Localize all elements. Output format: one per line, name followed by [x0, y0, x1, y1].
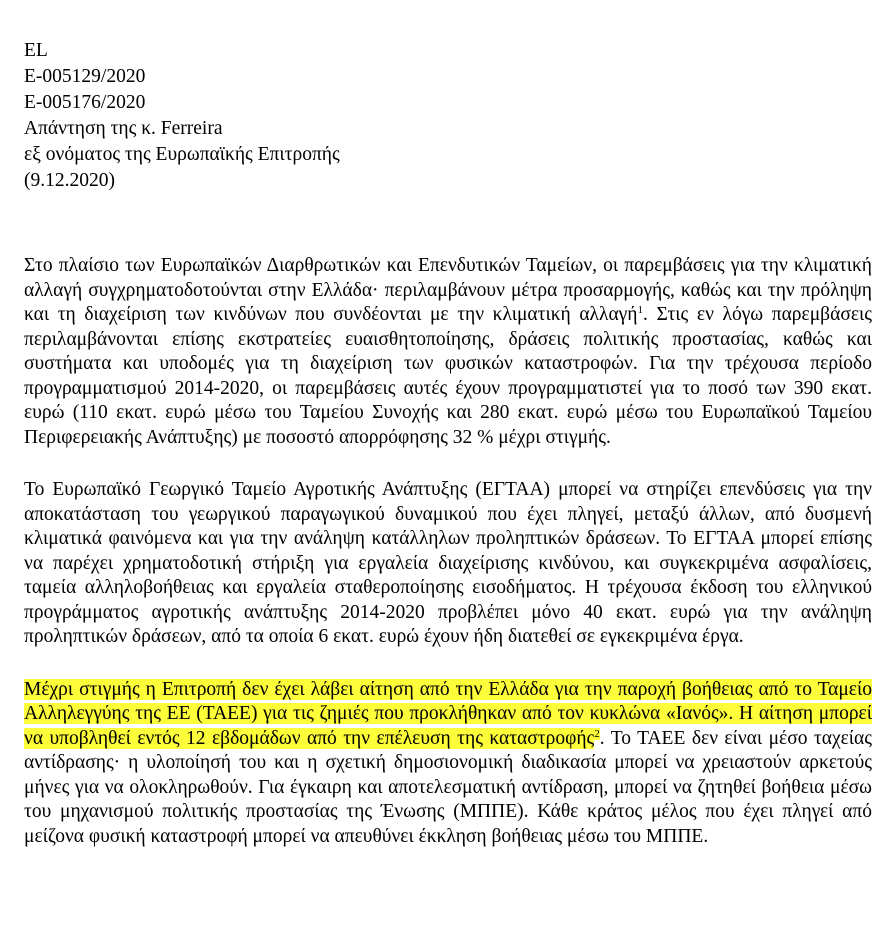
- document-page: [24, 38, 872, 849]
- language-code: EL: [24, 40, 48, 61]
- paragraph-esif: [24, 254, 872, 450]
- highlighted-text: Μέχρι στιγμής η Επιτροπή δεν έχει λάβει αίτηση από την Ελλάδα για την παροχή βοήθειας από το Ταμείο Αλληλεγγύης της ΕΕ (ΤΑΕΕ) για τις ζημιές που προκλήθηκαν από τον κυκλώνα «Ιανός». Η αίτηση μπορεί να υποβληθεί εντός 12 εβδομάδων από την επέλευση της καταστροφής: [24, 678, 872, 749]
- footnote-marker-2: 2: [594, 727, 600, 740]
- on-behalf-of: εξ ονόματος της Ευρωπαϊκής Επιτροπής: [24, 144, 340, 165]
- paragraph-eusf-text-rest: . Το ΤΑΕΕ δεν είναι μέσο ταχείας αντίδρασης· η υλοποίησή του και η σχετική δημοσιονομική διαδικασία μπορεί να χρειαστούν αρκετούς μήνες για να ολοκληρωθούν. Για έγκαιρη και αποτελεσματική αντίδραση, μπορεί να ζητηθεί βοήθεια μέσω του μηχανισμού πολιτικής προστασίας της Ένωσης (ΜΠΠΕ). Κάθε κράτος μέλος που έχει πληγεί από μείζονα φυσική καταστροφή μπορεί να απευθύνει έκκληση βοήθειας μέσω του ΜΠΠΕ.: [24, 727, 872, 847]
- answer-date: (9.12.2020): [24, 170, 115, 191]
- paragraph-esif-text-a: Στο πλαίσιο των Ευρωπαϊκών Διαρθρωτικών και Επενδυτικών Ταμείων, οι παρεμβάσεις για την κλιματική αλλαγή συγχρηματοδοτούνται στην Ελλάδα· περιλαμβάνουν μέτρα προσαρμογής, καθώς και την πρόληψη και τη διαχείριση των κινδύνων που συνδέονται με την κλιματική αλλαγή: [24, 255, 872, 325]
- paragraph-eafrd-text: Το Ευρωπαϊκό Γεωργικό Ταμείο Αγροτικής Ανάπτυξης (ΕΓΤΑΑ) μπορεί να στηρίζει επενδύσεις για την αποκατάσταση του γεωργικού παραγωγικού δυναμικού που έχει πληγεί, μεταξύ άλλων, από δυσμενή κλιματικά φαινόμενα και για την ανάληψη κατάλληλων προληπτικών δράσεων. Το ΕΓΤΑΑ μπορεί επίσης να παρέχει χρηματοδοτική στήριξη για εργαλεία διαχείρισης κινδύνου, και συγκεκριμένα ασφαλίσεις, ταμεία αλληλοβοήθειας και εργαλεία σταθεροποίησης εισοδήματος. Η τρέχουσα έκδοση του ελληνικού προγράμματος αγροτικής ανάπτυξης 2014-2020 προβλέπει μόνο 40 εκατ. ευρώ για την ανάληψη προληπτικών δράσεων, από τα οποία 6 εκατ. ευρώ έχουν ήδη διατεθεί σε εγκεκριμένα έργα.: [24, 479, 872, 647]
- paragraph-eusf: [24, 678, 872, 850]
- answer-by: Απάντηση της κ. Ferreira: [24, 118, 223, 139]
- document-header: [24, 38, 872, 194]
- question-reference-2: E-005176/2020: [24, 92, 146, 113]
- footnote-marker-1: 1: [637, 304, 643, 316]
- question-reference-1: E-005129/2020: [24, 66, 146, 87]
- paragraph-esif-text-b: . Στις εν λόγω παρεμβάσεις περιλαμβάνονται επίσης εκστρατείες ευαισθητοποίησης, δράσεις πολιτικής προστασίας, καθώς και συστήματα και υποδομές για τη διαχείριση των φυσικών καταστροφών. Για την τρέχουσα περίοδο προγραμματισμού 2014-2020, οι παρεμβάσεις αυτές έχουν προγραμματιστεί για το ποσό των 390 εκατ. ευρώ (110 εκατ. ευρώ μέσω του Ταμείου Συνοχής και 280 εκατ. ευρώ μέσω του Ευρωπαϊκού Ταμείου Περιφερειακής Ανάπτυξης) με ποσοστό απορρόφησης 32 % μέχρι στιγμής.: [24, 304, 872, 448]
- paragraph-eafrd: [24, 478, 872, 650]
